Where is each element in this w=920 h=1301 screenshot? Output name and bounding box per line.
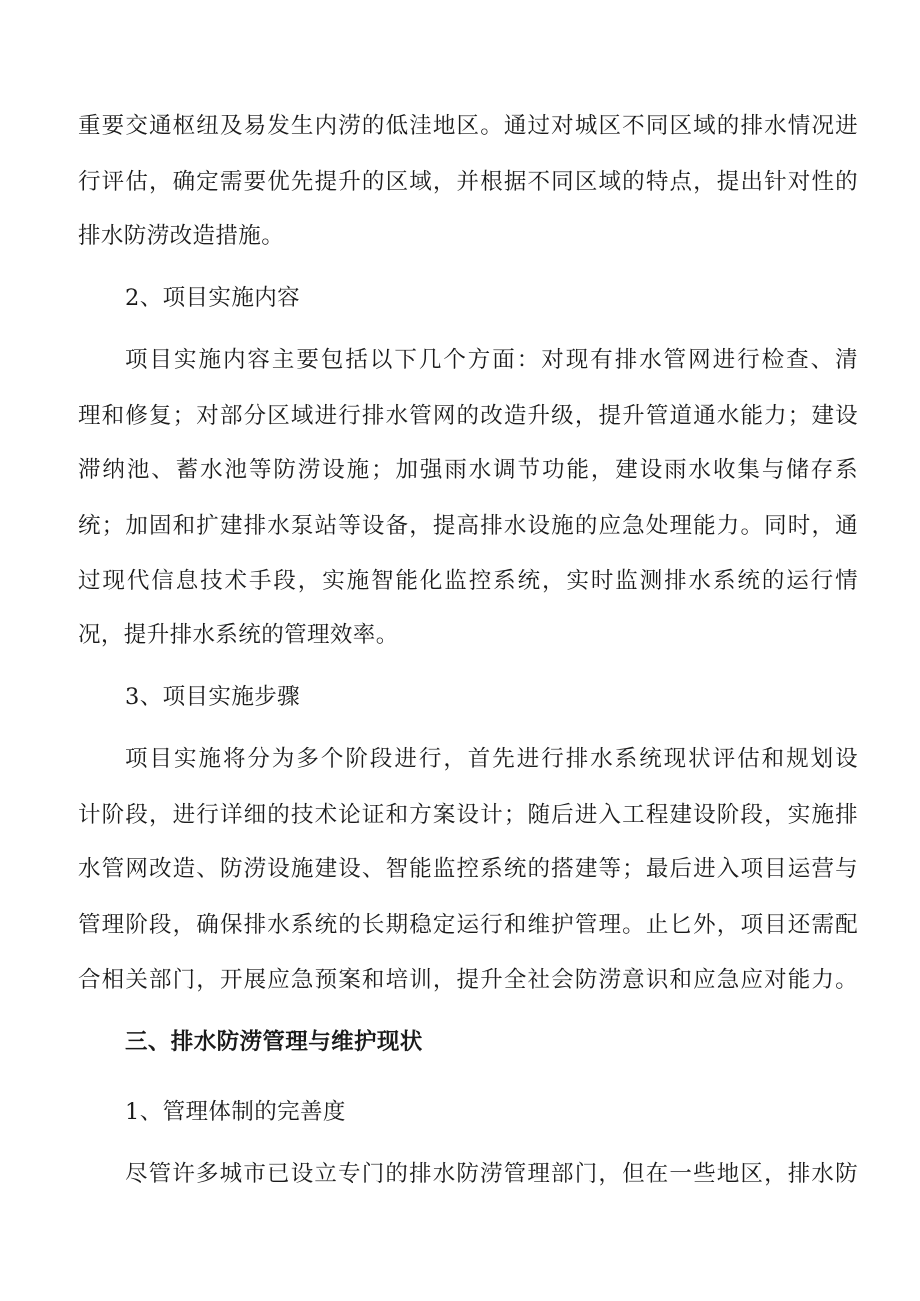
paragraph-line: 滞纳池、蓄水池等防涝设施；加强雨水调节功能，建设雨水收集与储存系 [78,457,858,483]
paragraph-line: 况，提升排水系统的管理效率。 [78,622,399,648]
paragraph-line: 尽管许多城市已设立专门的排水防涝管理部门，但在一些地区，排水防 [125,1161,858,1187]
paragraph-line: 管理阶段，确保排水系统的长期稳定运行和维护管理。止匕外，项目还需配 [78,912,858,938]
chapter-heading: 三、排水防涝管理与维护现状 [125,1029,423,1055]
paragraph-line: 合相关部门，开展应急预案和培训，提升全社会防涝意识和应急应对能力。 [78,967,858,993]
section-heading-2: 2、项目实施内容 [125,285,301,311]
paragraph-line: 排水防涝改造措施。 [78,223,285,249]
paragraph-line: 计阶段，进行详细的技术论证和方案设计；随后进入工程建设阶段，实施排 [78,802,858,828]
paragraph-line: 重要交通枢纽及易发生内涝的低洼地区。通过对城区不同区域的排水情况进 [78,113,858,139]
paragraph-line: 水管网改造、防涝设施建设、智能监控系统的搭建等；最后进入项目运营与 [78,856,858,882]
section-heading-3: 3、项目实施步骤 [125,684,301,710]
paragraph-line: 统；加固和扩建排水泵站等设备，提高排水设施的应急处理能力。同时，通 [78,513,858,539]
paragraph-line: 理和修复；对部分区域进行排水管网的改造升级，提升管道通水能力；建设 [78,403,858,429]
paragraph-line: 项目实施将分为多个阶段进行，首先进行排水系统现状评估和规划设 [125,746,858,772]
section-heading-1: 1、管理体制的完善度 [125,1099,346,1125]
paragraph-line: 过现代信息技术手段，实施智能化监控系统，实时监测排水系统的运行情 [78,568,858,594]
paragraph-line: 行评估，确定需要优先提升的区域，并根据不同区域的特点，提出针对性的 [78,169,858,195]
paragraph-line: 项目实施内容主要包括以下几个方面：对现有排水管网进行检查、清 [125,347,858,373]
